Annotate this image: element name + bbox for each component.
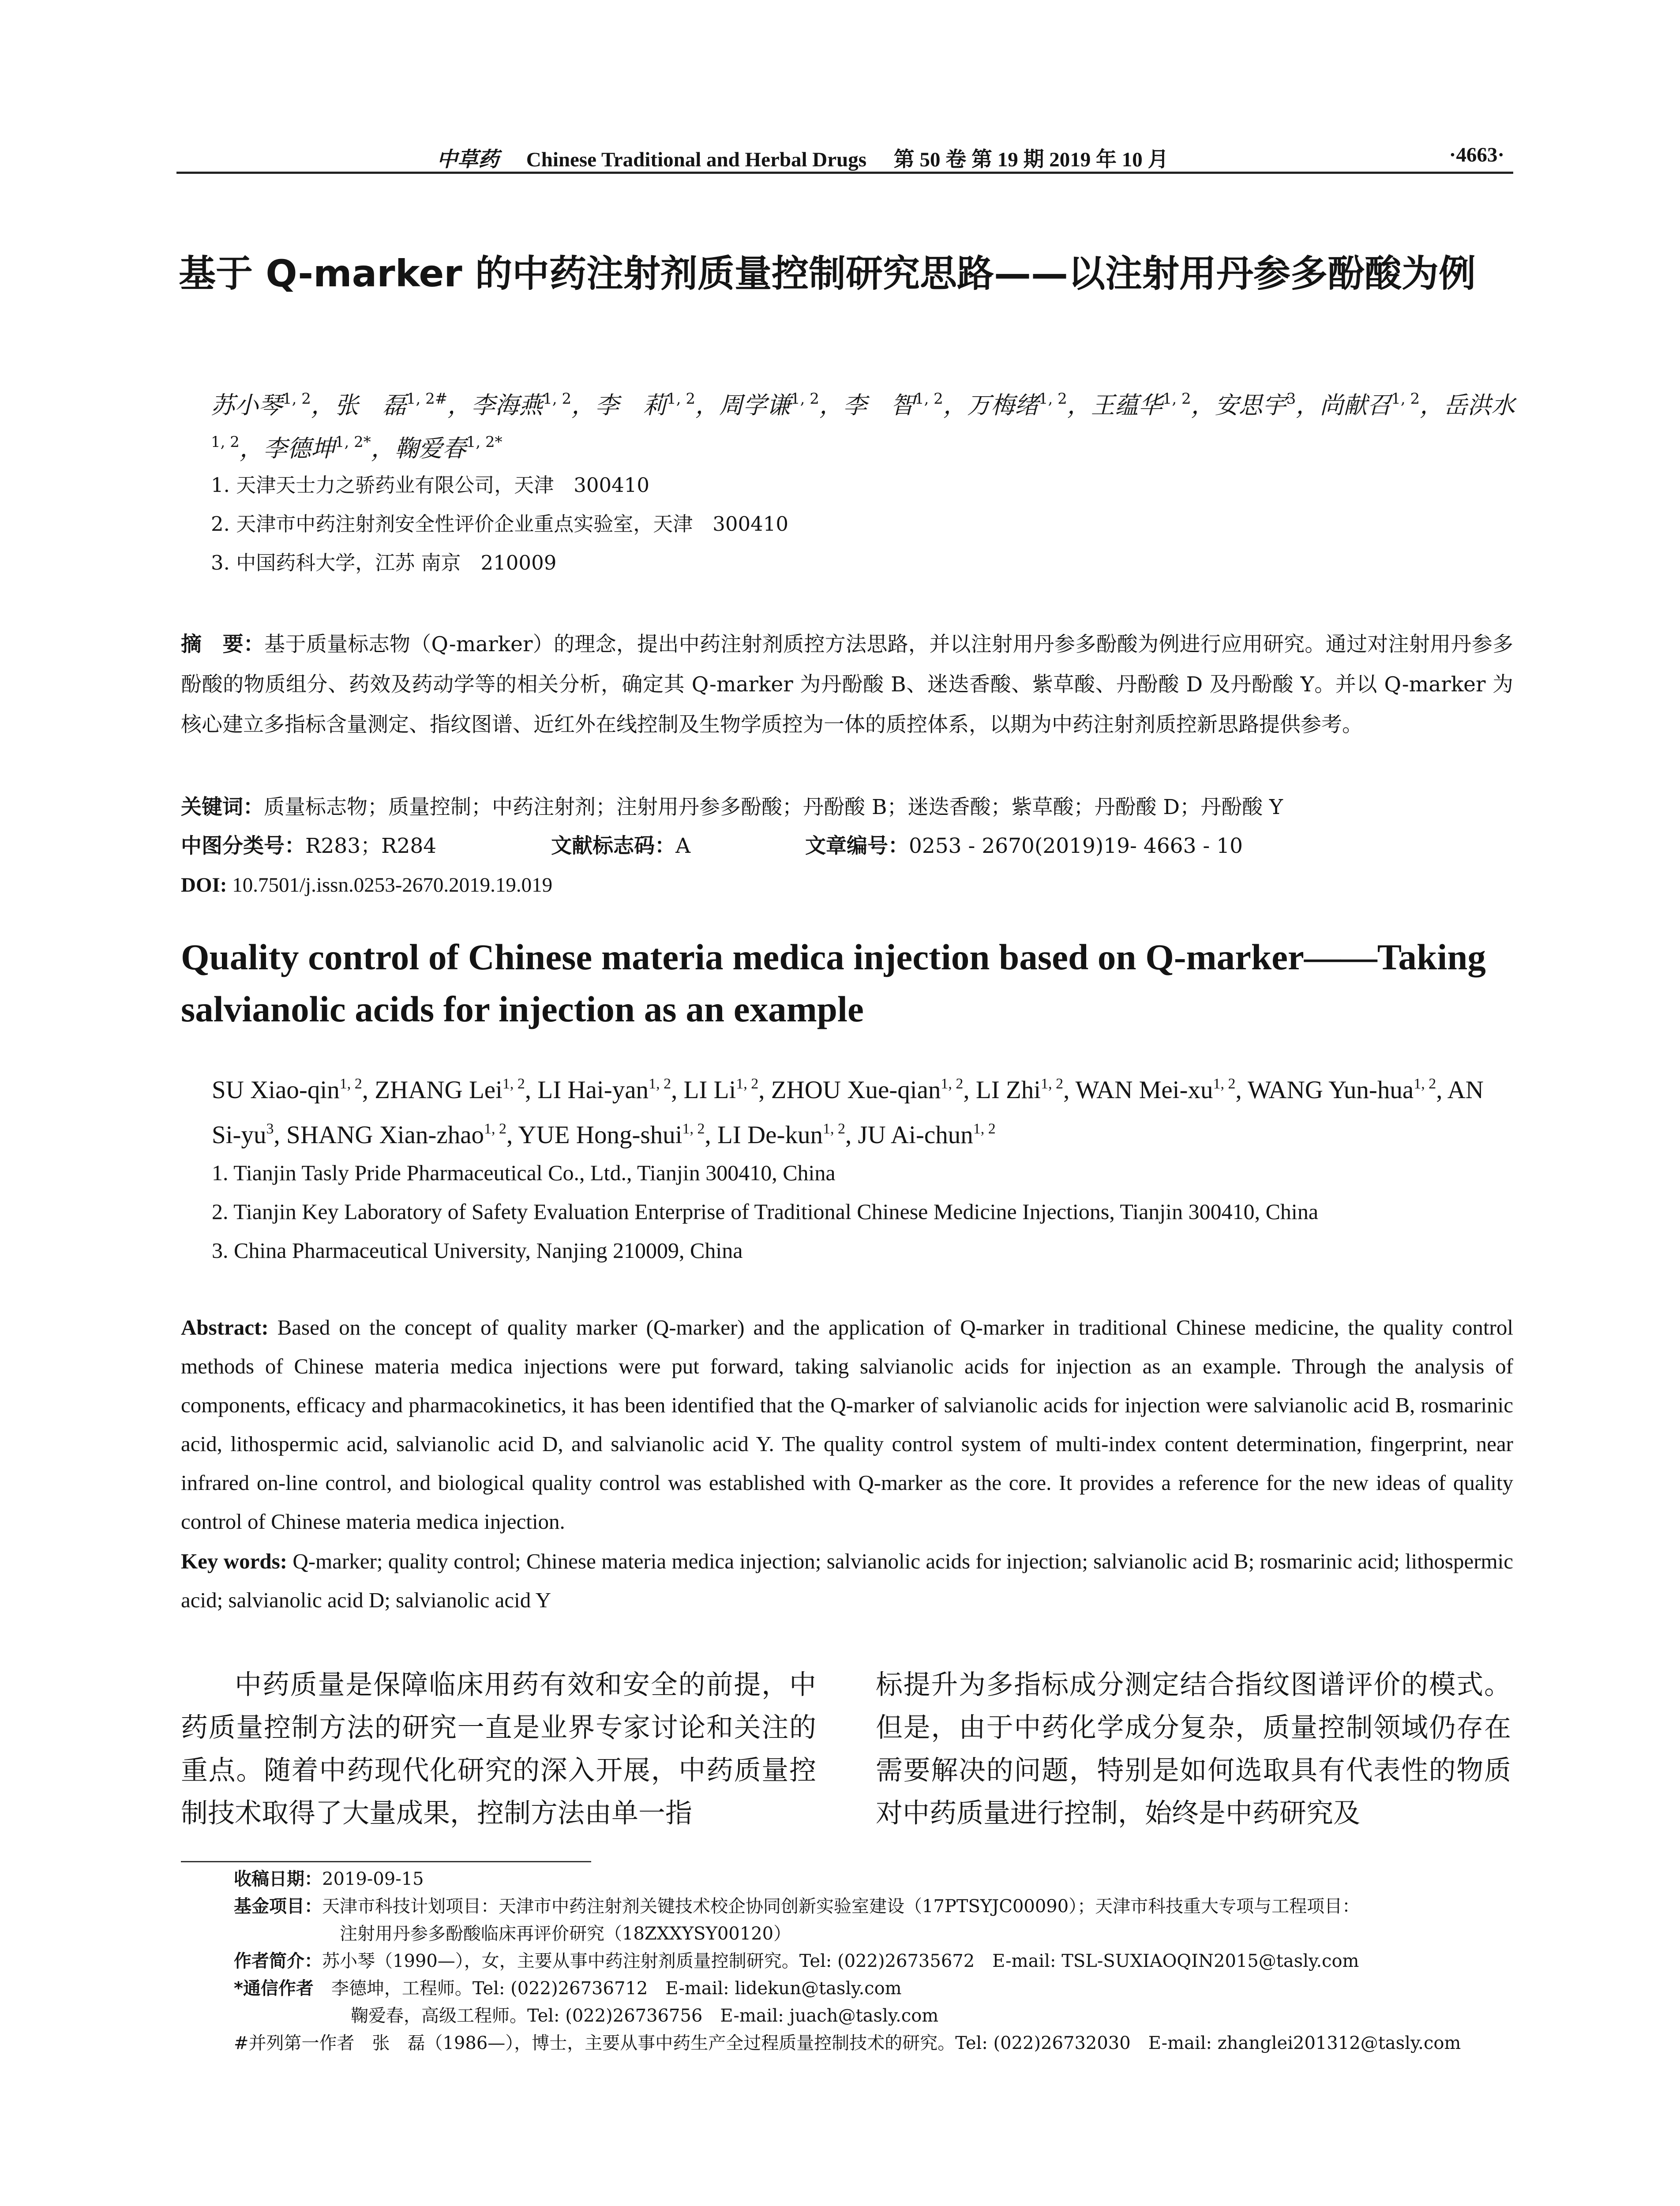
keywords-en-label: Key words: bbox=[181, 1549, 287, 1573]
author-cn-affiliation-mark: 1, 2 bbox=[211, 433, 240, 451]
clc-value: R283；R284 bbox=[305, 834, 437, 858]
author-en-name: AN Si-yu bbox=[212, 1076, 1484, 1149]
author-bio-text: 苏小琴（1990—），女，主要从事中药注射剂质量控制研究。Tel: (022)26735672 E-mail: TSL-SUXIAOQIN2015@tasly.com bbox=[322, 1951, 1359, 1971]
author-cn-name: 万梅绪 bbox=[967, 391, 1039, 419]
author-cn-name: 王蕴华 bbox=[1091, 391, 1162, 419]
footnote-corresponding bbox=[234, 1976, 902, 2001]
received-date: 2019-09-15 bbox=[322, 1869, 424, 1889]
abstract-en-label: Abstract: bbox=[181, 1315, 269, 1339]
author-cn-name: 安思宇 bbox=[1215, 391, 1286, 419]
footnote-fund bbox=[234, 1894, 1360, 1919]
author-en-name: YUE Hong-shui bbox=[518, 1121, 682, 1149]
doi-line bbox=[181, 867, 1518, 903]
author-en-name: SHANG Xian-zhao bbox=[286, 1121, 484, 1149]
doc-code-value: A bbox=[675, 834, 691, 858]
author-cn-name: 周学谦 bbox=[719, 391, 791, 419]
author-cn-affiliation-mark: 1, 2 bbox=[667, 390, 696, 408]
journal-name-cn: 中草药 bbox=[437, 147, 499, 172]
author-cn-name: 岳洪水 bbox=[1444, 391, 1515, 419]
keywords-cn bbox=[181, 790, 1518, 825]
abstract-cn-text: 基于质量标志物（Q-marker）的理念，提出中药注射剂质控方法思路，并以注射用丹参多酚酸为例进行应用研究。通过对注射用丹参多酚酸的物质组分、药效及药动学等的相关分析，确定其 Q-marker 为丹酚酸 B、迷迭香酸、紫草酸、丹酚酸 D 及丹酚酸 Y。并以 Q-marker 为核心建立多指标含量测定、指纹图谱、近红外在线控制及生物学质控为一体的质控体系，以期为中药注射剂质控新思路提供参考。 bbox=[181, 632, 1513, 737]
author-en-affiliation-mark: 3 bbox=[266, 1121, 274, 1137]
body-column-left: 中药质量是保障临床用药有效和安全的前提，中药质量控制方法的研究一直是业界专家讨论和关注的重点。随着中药现代化研究的深入开展，中药质量控制技术取得了大量成果，控制方法由单一指 bbox=[181, 1669, 816, 1829]
author-en-affiliation-mark: 1, 2 bbox=[649, 1076, 671, 1092]
affiliation-en-2: 2. Tianjin Key Laboratory of Safety Evaluation Enterprise of Traditional Chinese Medicine Injections, Tianjin 300410, China bbox=[212, 1199, 1319, 1224]
author-en-name: ZHOU Xue-qian bbox=[771, 1076, 941, 1104]
doi-label: DOI: bbox=[181, 874, 227, 897]
author-cn-affiliation-mark: 1, 2 bbox=[1391, 390, 1420, 408]
author-cn-affiliation-mark: 1, 2 bbox=[1038, 390, 1067, 408]
title-cn: 基于 Q-marker 的中药注射剂质量控制研究思路——以注射用丹参多酚酸为例 bbox=[179, 252, 1476, 295]
author-cn-affiliation-mark: 1, 2* bbox=[466, 433, 502, 451]
author-list-en: SU Xiao-qin$^{1, 2}$, ZHANG Lei$^{1, 2}$, LI Hai-yan$^{1, 2}$, LI Li$^{1, 2}$, ZHOU Xue-qian$^{1, 2}$, LI Zhi$^{1, 2}$, WAN Mei-xu$^{1, 2}$, WANG Yun-hua$^{1, 2}$, AN $Si-yu^3$, SHANG Xian-zhao$^{1, 2}$, YUE Hong-shui$^{1, 2}$, LI De-kun$^{1, 2}$, JU Ai-chun$^{1, 2}$ bbox=[212, 1076, 1484, 1149]
author-cn-name: 鞠爱春 bbox=[394, 435, 466, 462]
author-cn-affiliation-mark: 1, 2 bbox=[282, 390, 311, 408]
corresponding-author-1: 李德坤，工程师。Tel: (022)26736712 E-mail: lidekun@tasly.com bbox=[331, 1978, 902, 1999]
issue-info: 第 50 卷 第 19 期 2019 年 10 月 bbox=[893, 148, 1169, 171]
journal-name-en: Chinese Traditional and Herbal Drugs bbox=[526, 148, 867, 171]
affiliation-en-1: 1. Tianjin Tasly Pride Pharmaceutical Co., Ltd., Tianjin 300410, China bbox=[212, 1160, 836, 1185]
author-cn-name: 李海燕 bbox=[471, 391, 543, 419]
running-header bbox=[176, 140, 1513, 174]
doc-code-label: 文献标志码： bbox=[551, 834, 676, 858]
author-en-affiliation-mark: 1, 2 bbox=[1041, 1076, 1064, 1092]
article-number-value: 0253 - 2670(2019)19- 4663 - 10 bbox=[908, 834, 1243, 858]
author-cn-affiliation-mark: 3 bbox=[1286, 390, 1296, 408]
author-en-name: SU Xiao-qin bbox=[212, 1076, 340, 1104]
corresponding-label: *通信作者 bbox=[234, 1978, 314, 1999]
author-en-affiliation-mark: 1, 2 bbox=[1213, 1076, 1236, 1092]
author-cn-affiliation-mark: 1, 2# bbox=[406, 390, 448, 408]
author-cn-affiliation-mark: 1, 2 bbox=[914, 390, 943, 408]
abstract-cn bbox=[181, 624, 1513, 745]
author-list-cn: 苏小琴$^{1, 2}$，张 磊$^{1, 2\#}$，李海燕$^{1, 2}$，李 莉$^{1, 2}$，周学谦$^{1, 2}$，李 智$^{1, 2}$，万梅绪$^{1, 2}$，王蕴华$^{1, 2}$，安思宇$^3$，尚献召$^{1, 2}$，岳洪水$^{1, 2}$，李德坤$^{1, 2*}$，鞠爱春$^{1, 2*}$ bbox=[211, 390, 1515, 462]
article-number-label: 文章编号： bbox=[805, 834, 909, 858]
abstract-en-text: Based on the concept of quality marker (Q-marker) and the application of Q-marker in traditional Chinese medicine, the quality control methods of Chinese materia medica injections were put forward, taking salvianolic acids for injection as an example. Through the analysis of components, efficacy and pharmacokinetics, it has been identified that the Q-marker of salvianolic acids for injection were salvianolic acid B, rosmarinic acid, lithospermic acid, salvianolic acid D, and salvianolic acid Y. The quality control system of multi-index content determination, fingerprint, near infrared on-line control, and biological quality control was established with Q-marker as the core. It provides a reference for the new ideas of quality control of Chinese materia medica injection. bbox=[181, 1315, 1513, 1534]
keywords-cn-label: 关键词： bbox=[181, 795, 264, 819]
footnote-rule bbox=[181, 1861, 591, 1862]
author-en-affiliation-mark: 1, 2 bbox=[736, 1076, 759, 1092]
author-en-name: WANG Yun-hua bbox=[1247, 1076, 1414, 1104]
footnote-corresponding-2: 鞠爱春，高级工程师。Tel: (022)26736756 E-mail: juach@tasly.com bbox=[351, 2006, 939, 2026]
author-cn-name: 李德坤 bbox=[263, 435, 335, 462]
title-en: Quality control of Chinese materia medica injection based on Q-marker——Taking salvianolic acids for injection as an example bbox=[181, 937, 1486, 1029]
author-en-name: JU Ai-chun bbox=[858, 1121, 973, 1149]
author-cn-name: 李 智 bbox=[843, 391, 915, 419]
author-en-affiliation-mark: 1, 2 bbox=[941, 1076, 964, 1092]
author-cn-name: 李 莉 bbox=[595, 391, 667, 419]
author-cn-affiliation-mark: 1, 2 bbox=[1162, 390, 1191, 408]
footnote-co-first-author: #并列第一作者 张 磊（1986—），博士，主要从事中药生产全过程质量控制技术的研究。Tel: (022)26732030 E-mail: zhanglei201312@tasly.com bbox=[234, 2033, 1461, 2053]
journal-name bbox=[437, 143, 1169, 173]
footnote-received bbox=[234, 1866, 424, 1892]
author-cn-name: 张 磊 bbox=[334, 391, 406, 419]
author-en-affiliation-mark: 1, 2 bbox=[339, 1076, 362, 1092]
affiliation-cn-3: 3. 中国药科大学，江苏 南京 210009 bbox=[211, 551, 557, 574]
author-en-name: LI De-kun bbox=[717, 1121, 823, 1149]
author-en-affiliation-mark: 1, 2 bbox=[973, 1121, 996, 1137]
fund-line-1: 天津市科技计划项目：天津市中药注射剂关键技术校企协同创新实验室建设（17PTSYJC00090）；天津市科技重大专项与工程项目： bbox=[322, 1896, 1360, 1917]
author-cn-name: 尚献召 bbox=[1320, 391, 1391, 419]
author-en-affiliation-mark: 1, 2 bbox=[502, 1076, 525, 1092]
page-number: ·4663· bbox=[1449, 143, 1504, 166]
author-cn-affiliation-mark: 1, 2* bbox=[334, 433, 371, 451]
author-en-name: LI Li bbox=[683, 1076, 736, 1104]
affiliation-cn-1: 1. 天津天士力之骄药业有限公司，天津 300410 bbox=[211, 473, 650, 497]
keywords-cn-text: 质量标志物；质量控制；中药注射剂；注射用丹参多酚酸；丹酚酸 B；迷迭香酸；紫草酸；丹酚酸 D；丹酚酸 Y bbox=[264, 795, 1283, 819]
footnote-fund-continued: 注射用丹参多酚酸临床再评价研究（18ZXXYSY00120） bbox=[340, 1924, 791, 1944]
author-en-name: WAN Mei-xu bbox=[1075, 1076, 1213, 1104]
affiliation-en-3: 3. China Pharmaceutical University, Nanjing 210009, China bbox=[212, 1238, 743, 1263]
keywords-en bbox=[181, 1542, 1513, 1620]
author-en-name: ZHANG Lei bbox=[375, 1076, 502, 1104]
affiliation-cn-2: 2. 天津市中药注射剂安全性评价企业重点实验室，天津 300410 bbox=[211, 512, 789, 536]
abstract-en bbox=[181, 1308, 1513, 1541]
fund-label: 基金项目： bbox=[234, 1896, 322, 1917]
keywords-en-text: Q-marker; quality control; Chinese materia medica injection; salvianolic acids for injection; salvianolic acid B; rosmarinic acid; lithospermic acid; salvianolic acid D; salvianolic acid Y bbox=[181, 1549, 1513, 1612]
author-en-affiliation-mark: 1, 2 bbox=[682, 1121, 705, 1137]
abstract-cn-label: 摘 要： bbox=[181, 632, 265, 657]
author-en-name: LI Hai-yan bbox=[537, 1076, 649, 1104]
author-en-affiliation-mark: 1, 2 bbox=[822, 1121, 845, 1137]
author-cn-name: 苏小琴 bbox=[211, 391, 282, 419]
received-label: 收稿日期： bbox=[234, 1869, 322, 1889]
author-en-affiliation-mark: 1, 2 bbox=[484, 1121, 507, 1137]
author-cn-affiliation-mark: 1, 2 bbox=[791, 390, 819, 408]
doi-value: 10.7501/j.issn.0253-2670.2019.19.019 bbox=[232, 874, 553, 897]
author-en-affiliation-mark: 1, 2 bbox=[1414, 1076, 1436, 1092]
classification-line bbox=[181, 829, 1518, 864]
author-cn-affiliation-mark: 1, 2 bbox=[543, 390, 572, 408]
author-bio-label: 作者简介： bbox=[234, 1951, 322, 1971]
author-en-name: LI Zhi bbox=[975, 1076, 1041, 1104]
footnote-author-bio bbox=[234, 1948, 1359, 1974]
clc-label: 中图分类号： bbox=[181, 834, 305, 858]
body-column-right: 标提升为多指标成分测定结合指纹图谱评价的模式。但是，由于中药化学成分复杂，质量控制领域仍存在需要解决的问题，特别是如何选取具有代表性的物质对中药质量进行控制，始终是中药研究及 bbox=[876, 1669, 1511, 1829]
